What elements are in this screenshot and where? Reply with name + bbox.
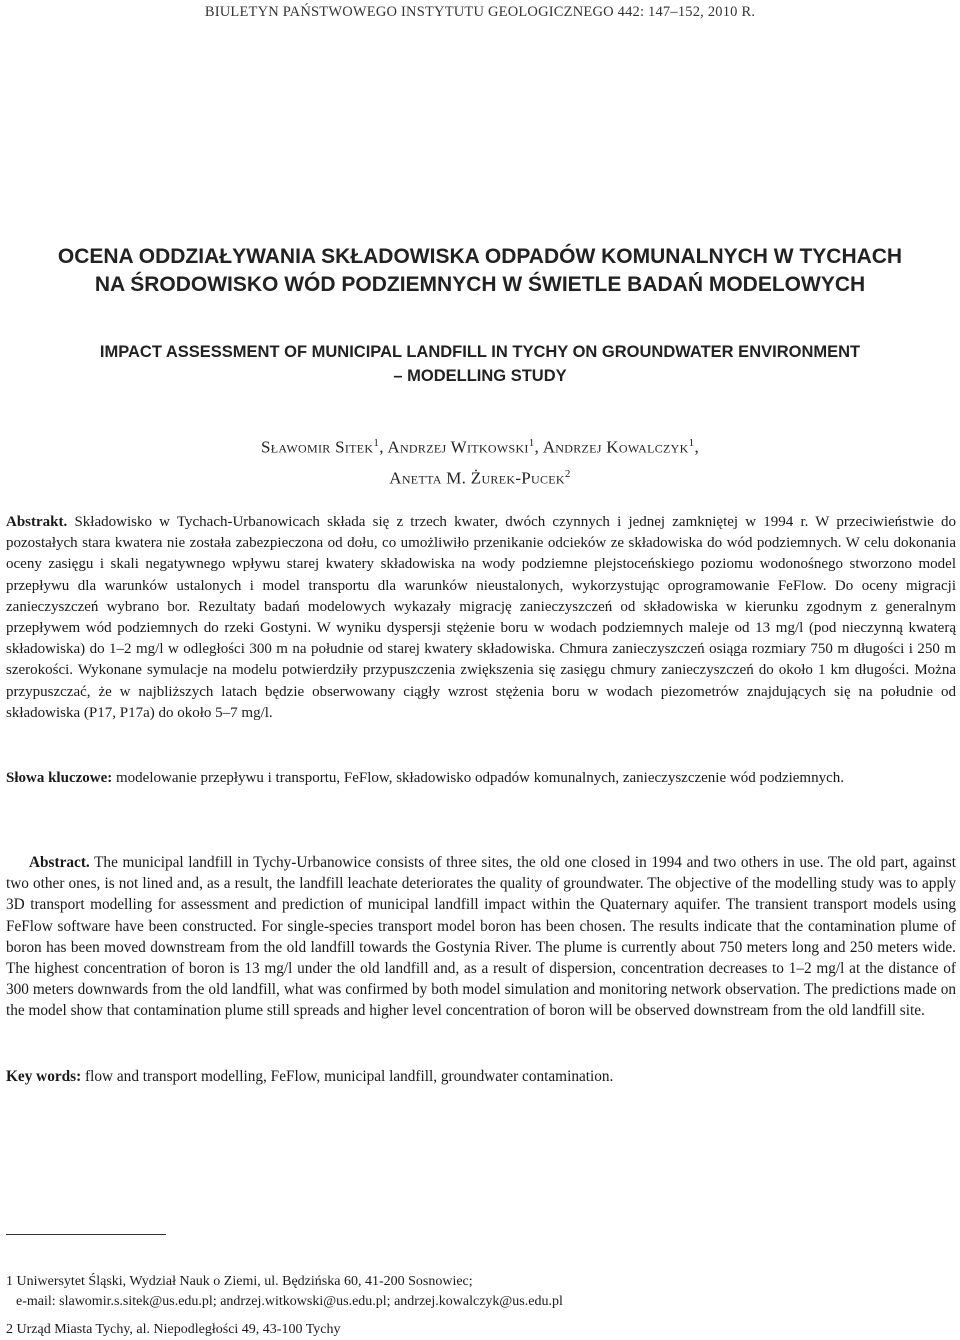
keywords-english-label: Key words: <box>6 1068 82 1085</box>
footnote-2-address: Urząd Miasta Tychy, al. Niepodległości 49, 43-100 Tychy <box>13 1322 341 1337</box>
title-english-line1: IMPACT ASSESSMENT OF MUNICIPAL LANDFILL IN TYCHY ON GROUNDWATER ENVIRONMENT <box>99 343 861 361</box>
keywords-polish-label: Słowa kluczowe: <box>6 770 113 786</box>
affiliation-mark: 1 <box>528 437 535 449</box>
footnote-1-address: Uniwersytet Śląski, Wydział Nauk o Ziemi, ul. Będzińska 60, 41-200 Sosnowiec; <box>13 1274 473 1289</box>
affiliation-mark: 1 <box>373 437 380 449</box>
author-separator: , <box>534 437 543 457</box>
author-kowalczyk: Andrzej Kowalczyk <box>542 437 689 457</box>
footnote-divider <box>6 1234 166 1235</box>
author-witkowski: Andrzej Witkowski <box>387 437 529 457</box>
journal-header: BIULETYN PAŃSTWOWEGO INSTYTUTU GEOLOGICZNEGO 442: 147–152, 2010 R. <box>204 4 756 20</box>
keywords-polish <box>6 768 956 790</box>
affiliation-mark: 1 <box>688 437 695 449</box>
abstract-polish-text: Składowisko w Tychach-Urbanowicach składa się z trzech kwater, dwóch czynnych i jednej zamkniętej w 1994 r. W przeciwieństwie do pozostałych stara kwatera nie została zabezpieczona od dołu, co umożliwiło przenikanie odcieków ze składowiska do wód podziemnych. W celu dokonania oceny zasięgu i skali negatywnego wpływu starej kwatery składowiska na wody podziemne plejstoceńskiego poziomu wodonośnego stworzono model przepływu dla warunków ustalonych i model transportu dla warunków nieustalonych, wykorzystując oprogramowanie FeFlow. Do oceny migracji zanieczyszczeń wybrano bor. Rezultaty badań modelowych wykazały migrację zanieczyszczeń od składowiska w kierunku zgodnym z generalnym przepływem wód podziemnych do rzeki Gostyni. W wyniku dyspersji stężenie boru w wodach podziemnych maleje od 13 mg/l (pod nieczynną kwaterą składowiska) do 1–2 mg/l w odległości 300 m na południe od starej kwatery składowiska. Chmura zanieczyszczeń osiąga rozmiary 750 m długości i 250 m szerokości. Wykonane symulacje na modelu potwierdziły przypuszczenia zwiększenia się zasięgu chmury zanieczyszczeń do około 1 km długości. Można przypuszczać, że w najbliższych latach będzie obserwowany ciągły wzrost stężenia boru w wodach piezometrów znajdujących się na południe od składowiska (P17, P17a) do około 5–7 mg/l. <box>6 514 956 721</box>
affiliation-mark: 2 <box>564 467 571 480</box>
author-zurek-pucek: Anetta M. Żurek-Pucek <box>389 468 565 488</box>
title-polish-line1: OCENA ODDZIAŁYWANIA SKŁADOWISKA ODPADÓW KOMUNALNYCH W TYCHACH <box>57 245 903 268</box>
footnote-2 <box>6 1320 956 1340</box>
footnote-2-mark: 2 <box>6 1322 13 1337</box>
title-polish-line2: NA ŚRODOWISKO WÓD PODZIEMNYCH W ŚWIETLE BADAŃ MODELOWYCH <box>94 273 866 296</box>
author-line2 <box>0 461 960 492</box>
abstract-polish <box>6 512 956 724</box>
title-english <box>0 340 960 388</box>
title-english-line2: – MODELLING STUDY <box>393 367 567 385</box>
keywords-english <box>6 1066 956 1087</box>
author-line1 <box>0 430 960 461</box>
footnote-1-mark: 1 <box>6 1274 13 1289</box>
footnote-1 <box>6 1272 956 1312</box>
keywords-polish-text: modelowanie przepływu i transportu, FeFlow, składowisko odpadów komunalnych, zanieczyszczenie wód podziemnych. <box>112 770 845 786</box>
author-separator: , <box>379 437 388 457</box>
author-sitek: Sławomir Sitek <box>261 437 374 457</box>
author-trailing-comma: , <box>694 437 699 457</box>
abstract-english-label: Abstract. <box>29 854 90 871</box>
footnote-1-emails: e-mail: slawomir.s.sitek@us.edu.pl; andrzej.witkowski@us.edu.pl; andrzej.kowalczyk@us.edu.pl <box>16 1294 563 1309</box>
author-list <box>0 430 960 491</box>
abstract-english-text: The municipal landfill in Tychy-Urbanowice consists of three sites, the old one closed in 1994 and two others in use. The old part, against two other ones, is not lined and, as a result, the landfill leachate deteriorates the quality of groundwater. The objective of the modelling study was to apply 3D transport modelling for assessment and prediction of municipal landfill impact within the Quaternary aquifer. The transient transport models using FeFlow software have been constructed. For single-species transport model boron has been chosen. The results indicate that the contamination plume of boron has been moved downstream from the old landfill towards the Gostynia River. The plume is currently about 750 meters long and 250 meters wide. The highest concentration of boron is 13 mg/l under the old landfill and, as a result of dispersion, concentration decreases to 1–2 mg/l at the distance of 300 meters downwards from the old landfill, what was confirmed by both model simulation and monitoring network observation. The predictions made on the model show that contamination plume still spreads and higher level concentration of boron will be observed downstream from the old landfill site. <box>6 854 956 1020</box>
abstract-polish-label: Abstrakt. <box>6 514 68 530</box>
abstract-english <box>6 852 956 1022</box>
title-polish <box>0 243 960 299</box>
keywords-english-text: flow and transport modelling, FeFlow, municipal landfill, groundwater contamination. <box>81 1068 614 1085</box>
